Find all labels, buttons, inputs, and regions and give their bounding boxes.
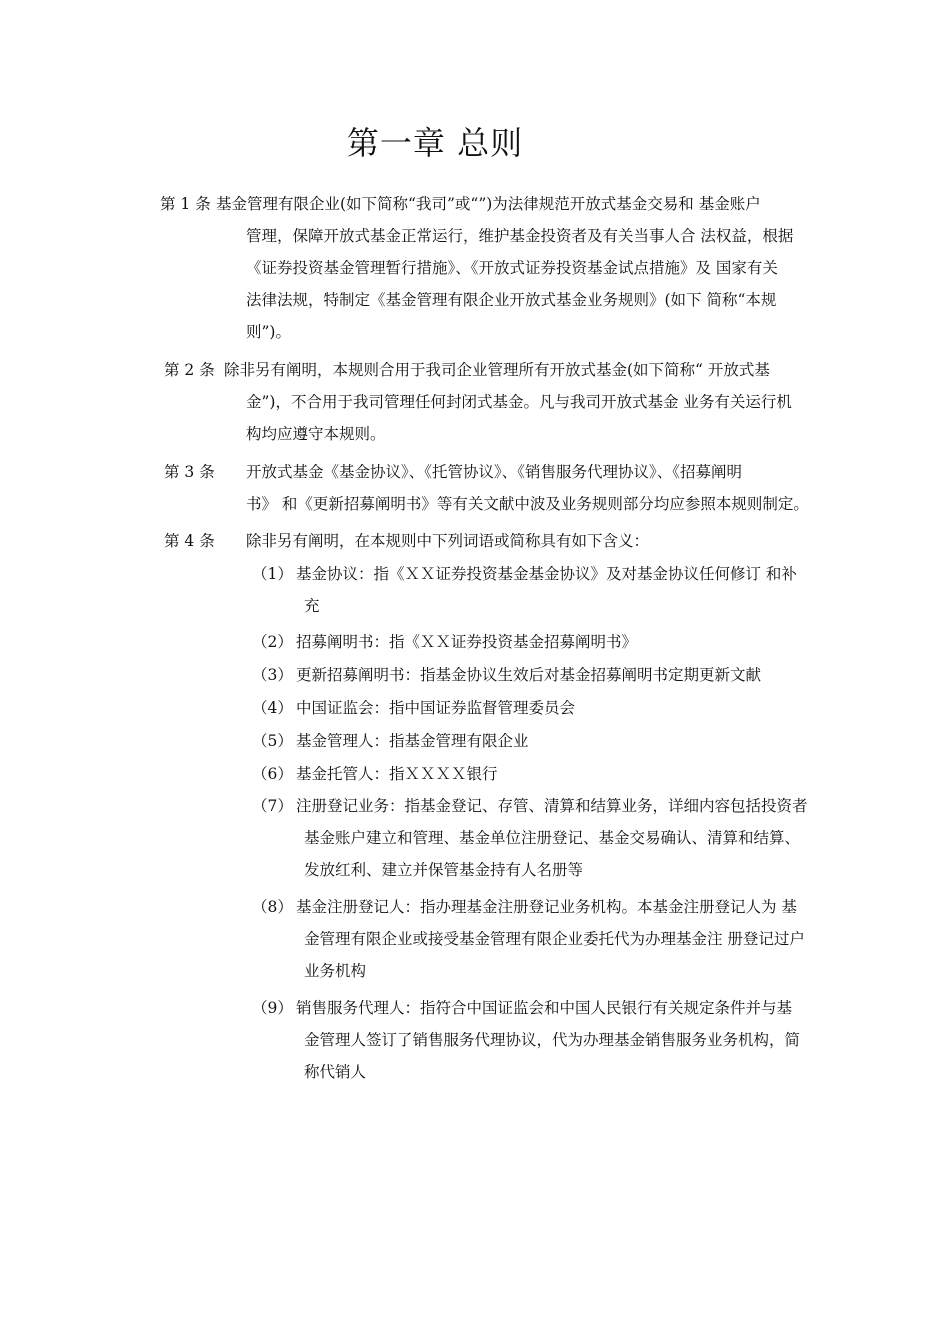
article-line: 金”)，不合用于我司管理任何封闭式基金。凡与我司开放式基金 业务有关运行机	[246, 393, 792, 411]
article-label: 第 3 条	[164, 463, 215, 481]
article-line: 基金管理有限企业(如下简称“我司”或“”)为法律规范开放式基金交易和 基金账户	[216, 195, 761, 213]
definition-number: （9）	[252, 999, 293, 1017]
definition-line: 基金协议：指《ＸＸ证券投资基金基金协议》及对基金协议任何修订 和补	[296, 565, 797, 583]
definition-number: （5）	[252, 732, 293, 750]
article-body	[224, 354, 854, 450]
definition-line: 发放红利、建立并保管基金持有人名册等	[304, 861, 584, 879]
article-line: 法律法规，特制定《基金管理有限企业开放式基金业务规则》(如下 简称“本规	[246, 291, 777, 309]
definition-number: （6）	[252, 765, 293, 783]
article-label: 第 4 条	[164, 532, 215, 550]
definition-line: 金管理有限企业或接受基金管理有限企业委托代为办理基金注 册登记过户	[304, 930, 805, 948]
definition-line: 更新招募阐明书：指基金协议生效后对基金招募阐明书定期更新文献	[296, 666, 762, 684]
definition-line: 金管理人签订了销售服务代理协议，代为办理基金销售服务业务机构，简	[304, 1031, 801, 1049]
definition-line: 基金注册登记人：指办理基金注册登记业务机构。本基金注册登记人为 基	[296, 898, 797, 916]
definition-line: 基金账户建立和管理、基金单位注册登记、基金交易确认、清算和结算、	[304, 829, 801, 847]
article-line: 则”)。	[246, 323, 291, 341]
definition-number: （8）	[252, 898, 293, 916]
definition-number: （2）	[252, 633, 293, 651]
definition-line: 充	[304, 597, 320, 615]
article-line: 开放式基金《基金协议》、《托管协议》、《销售服务代理协议》、《招募阐明	[246, 463, 743, 481]
definition-line: 注册登记业务：指基金登记、存管、清算和结算业务，详细内容包括投资者	[296, 797, 808, 815]
definition-number: （1）	[252, 565, 293, 583]
article-line: 除非另有阐明，在本规则中下列词语或简称具有如下含义：	[246, 532, 650, 550]
definition-line: 业务机构	[304, 962, 367, 980]
article-line: 书》 和《更新招募阐明书》等有关文献中波及业务规则部分均应参照本规则制定。	[246, 495, 809, 513]
article-body	[216, 188, 856, 348]
chapter-title: 第一章 总则	[346, 124, 524, 162]
definition-number: （4）	[252, 699, 293, 717]
article-label: 第 2 条	[164, 361, 215, 379]
definition-number: （7）	[252, 797, 293, 815]
article-line: 《证券投资基金管理暂行措施》、《开放式证券投资基金试点措施》及 国家有关	[246, 259, 778, 277]
definition-line: 基金管理人：指基金管理有限企业	[296, 732, 529, 750]
definition-line: 招募阐明书：指《ＸＸ证券投资基金招募阐明书》	[296, 633, 638, 651]
article-body	[246, 456, 856, 520]
article-body	[246, 525, 856, 557]
article-label: 第 1 条	[160, 195, 211, 213]
definition-number: （3）	[252, 666, 293, 684]
definition-line: 销售服务代理人：指符合中国证监会和中国人民银行有关规定条件并与基	[296, 999, 793, 1017]
article-line: 管理，保障开放式基金正常运行，维护基金投资者及有关当事人合 法权益，根据	[246, 227, 794, 245]
article-line: 除非另有阐明，本规则合用于我司企业管理所有开放式基金(如下简称“ 开放式基	[224, 361, 770, 379]
definition-line: 中国证监会：指中国证券监督管理委员会	[296, 699, 576, 717]
definition-line: 称代销人	[304, 1063, 367, 1081]
definition-line: 基金托管人：指ＸＸＸＸ银行	[296, 765, 498, 783]
article-line: 构均应遵守本规则。	[246, 425, 386, 443]
